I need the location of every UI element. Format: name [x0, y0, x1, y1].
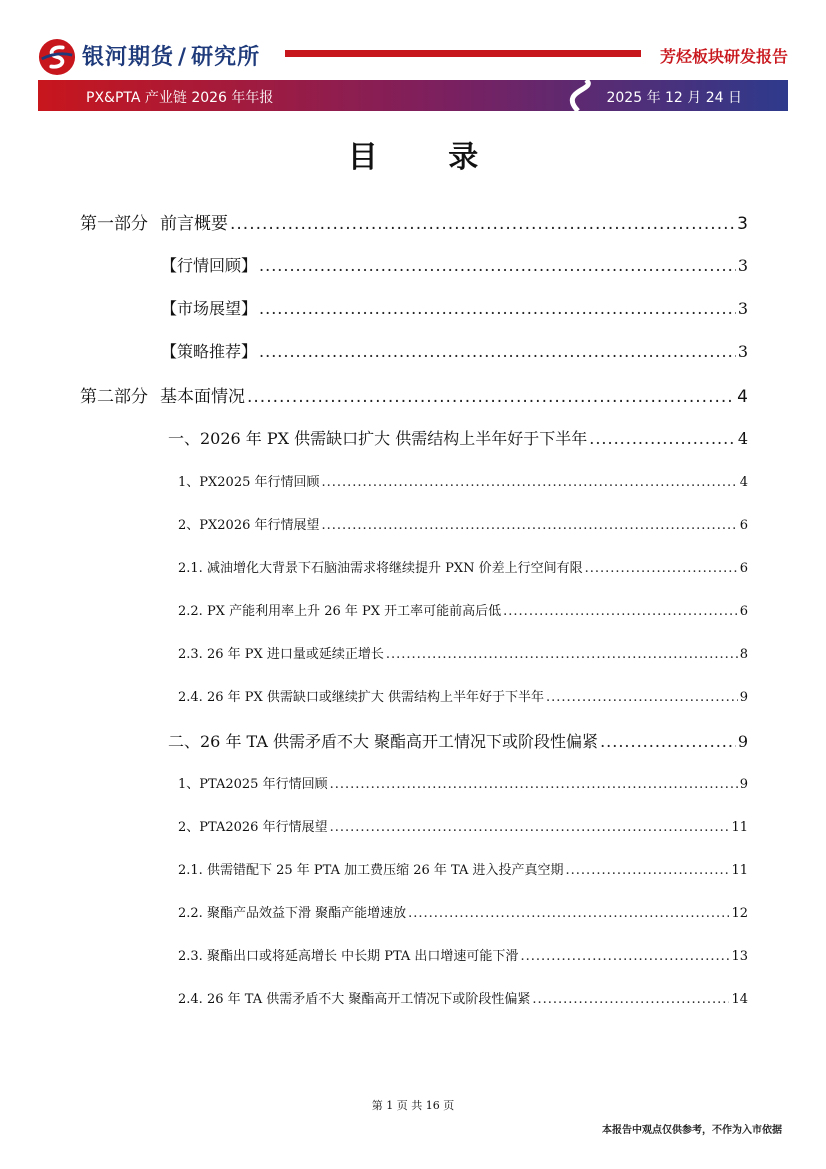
toc-entry-label: 2.1. 供需错配下 25 年 PTA 加工费压缩 26 年 TA 进入投产真空期	[178, 863, 564, 878]
toc-entry-label: 2.1. 减油增化大背景下石脑油需求将继续提升 PXN 价差上行空间有限	[178, 561, 583, 576]
page-indicator: 第 1 页 共 16 页	[371, 1099, 455, 1112]
brand-name: 银河期货	[82, 45, 175, 70]
toc-entry[interactable]	[178, 902, 748, 921]
toc-page-number: 3	[737, 214, 748, 234]
toc-entry[interactable]	[178, 600, 748, 619]
toc-entry[interactable]	[178, 686, 748, 705]
toc-entry[interactable]	[178, 816, 748, 835]
toc-page-number: 9	[739, 690, 748, 705]
toc-page-number: 11	[731, 863, 748, 878]
toc-page-number: 13	[731, 949, 748, 964]
toc-entry[interactable]	[178, 988, 748, 1007]
disclaimer: 本报告中观点仅供参考，不作为入市依据	[602, 1125, 782, 1136]
toc-entry-label: 【行情回顾】	[161, 256, 258, 275]
toc-entry-label: 一、2026 年 PX 供需缺口扩大 供需结构上半年好于下半年	[168, 429, 588, 448]
toc-page-number: 14	[731, 992, 748, 1007]
toc-entry[interactable]	[178, 643, 748, 662]
toc-entry-part1[interactable]	[80, 209, 748, 234]
toc-page-number: 4	[739, 475, 748, 490]
toc-page-number: 6	[739, 604, 748, 619]
toc-entry-label: 2.3. 聚酯出口或将延高增长 中长期 PTA 出口增速可能下滑	[178, 949, 519, 964]
toc-entry[interactable]	[178, 859, 748, 878]
toc-entry-label: 基本面情况	[160, 387, 245, 407]
toc-page-number: 8	[739, 647, 748, 662]
toc-page-number: 9	[739, 777, 748, 792]
toc-entry-label: 2、PTA2026 年行情展望	[178, 820, 328, 835]
banner-date: 2025 年 12 月 24 日	[606, 90, 742, 106]
toc-entry-label: 2.2. 聚酯产品效益下滑 聚酯产能增速放	[178, 906, 407, 921]
toc-entry[interactable]	[161, 296, 748, 319]
toc-page-number: 4	[737, 387, 748, 407]
toc-entry[interactable]	[168, 426, 748, 449]
toc-part-label: 第二部分	[80, 387, 148, 407]
toc-page-number: 11	[731, 820, 748, 835]
toc-entry-label: 2.3. 26 年 PX 进口量或延续正增长	[178, 647, 384, 662]
toc-entry[interactable]	[168, 729, 748, 752]
toc-entry-label: 2、PX2026 年行情展望	[178, 518, 320, 533]
header-banner	[38, 80, 788, 111]
toc-entry[interactable]	[178, 945, 748, 964]
toc-entry-label: 1、PX2025 年行情回顾	[178, 475, 320, 490]
toc-entry-label: 2.4. 26 年 TA 供需矛盾不大 聚酯高开工情况下或阶段性偏紧	[178, 992, 531, 1007]
brand-department: 研究所	[191, 45, 261, 70]
toc-page-number: 6	[739, 518, 748, 533]
banner-report-title: PX&PTA 产业链 2026 年年报	[86, 90, 274, 106]
toc-page-number: 3	[737, 342, 748, 361]
toc-title: 目 录	[347, 140, 509, 175]
toc-page-number: 4	[737, 429, 748, 448]
toc-part-label: 第一部分	[80, 214, 148, 234]
galaxy-logo-icon	[38, 38, 76, 76]
brand-logo-text	[82, 40, 260, 71]
toc-entry[interactable]	[161, 253, 748, 276]
toc-page-number: 3	[737, 299, 748, 318]
toc-entry-label: 1、PTA2025 年行情回顾	[178, 777, 328, 792]
toc-page-number: 12	[731, 906, 748, 921]
toc-entry-label: 2.2. PX 产能利用率上升 26 年 PX 开工率可能前高后低	[178, 604, 502, 619]
toc-entry-label: 【市场展望】	[161, 299, 258, 318]
toc-entry-label: 【策略推荐】	[161, 342, 258, 361]
report-type: 芳烃板块研发报告	[659, 47, 788, 66]
toc-entry[interactable]	[161, 339, 748, 362]
brand-separator: /	[178, 45, 188, 70]
toc-page-number: 9	[737, 732, 748, 751]
toc-page-number: 3	[737, 256, 748, 275]
header-red-rule	[285, 50, 641, 57]
toc-page-number: 6	[739, 561, 748, 576]
toc-entry[interactable]	[178, 773, 748, 792]
toc-entry-label: 二、26 年 TA 供需矛盾不大 聚酯高开工情况下或阶段性偏紧	[168, 732, 599, 751]
toc-entry-label: 2.4. 26 年 PX 供需缺口或继续扩大 供需结构上半年好于下半年	[178, 690, 545, 705]
toc-entry[interactable]	[178, 557, 748, 576]
toc-entry-label: 前言概要	[160, 214, 228, 234]
toc-entry-part2[interactable]	[80, 382, 748, 407]
toc-entry[interactable]	[178, 514, 748, 533]
toc-entry[interactable]	[178, 471, 748, 490]
